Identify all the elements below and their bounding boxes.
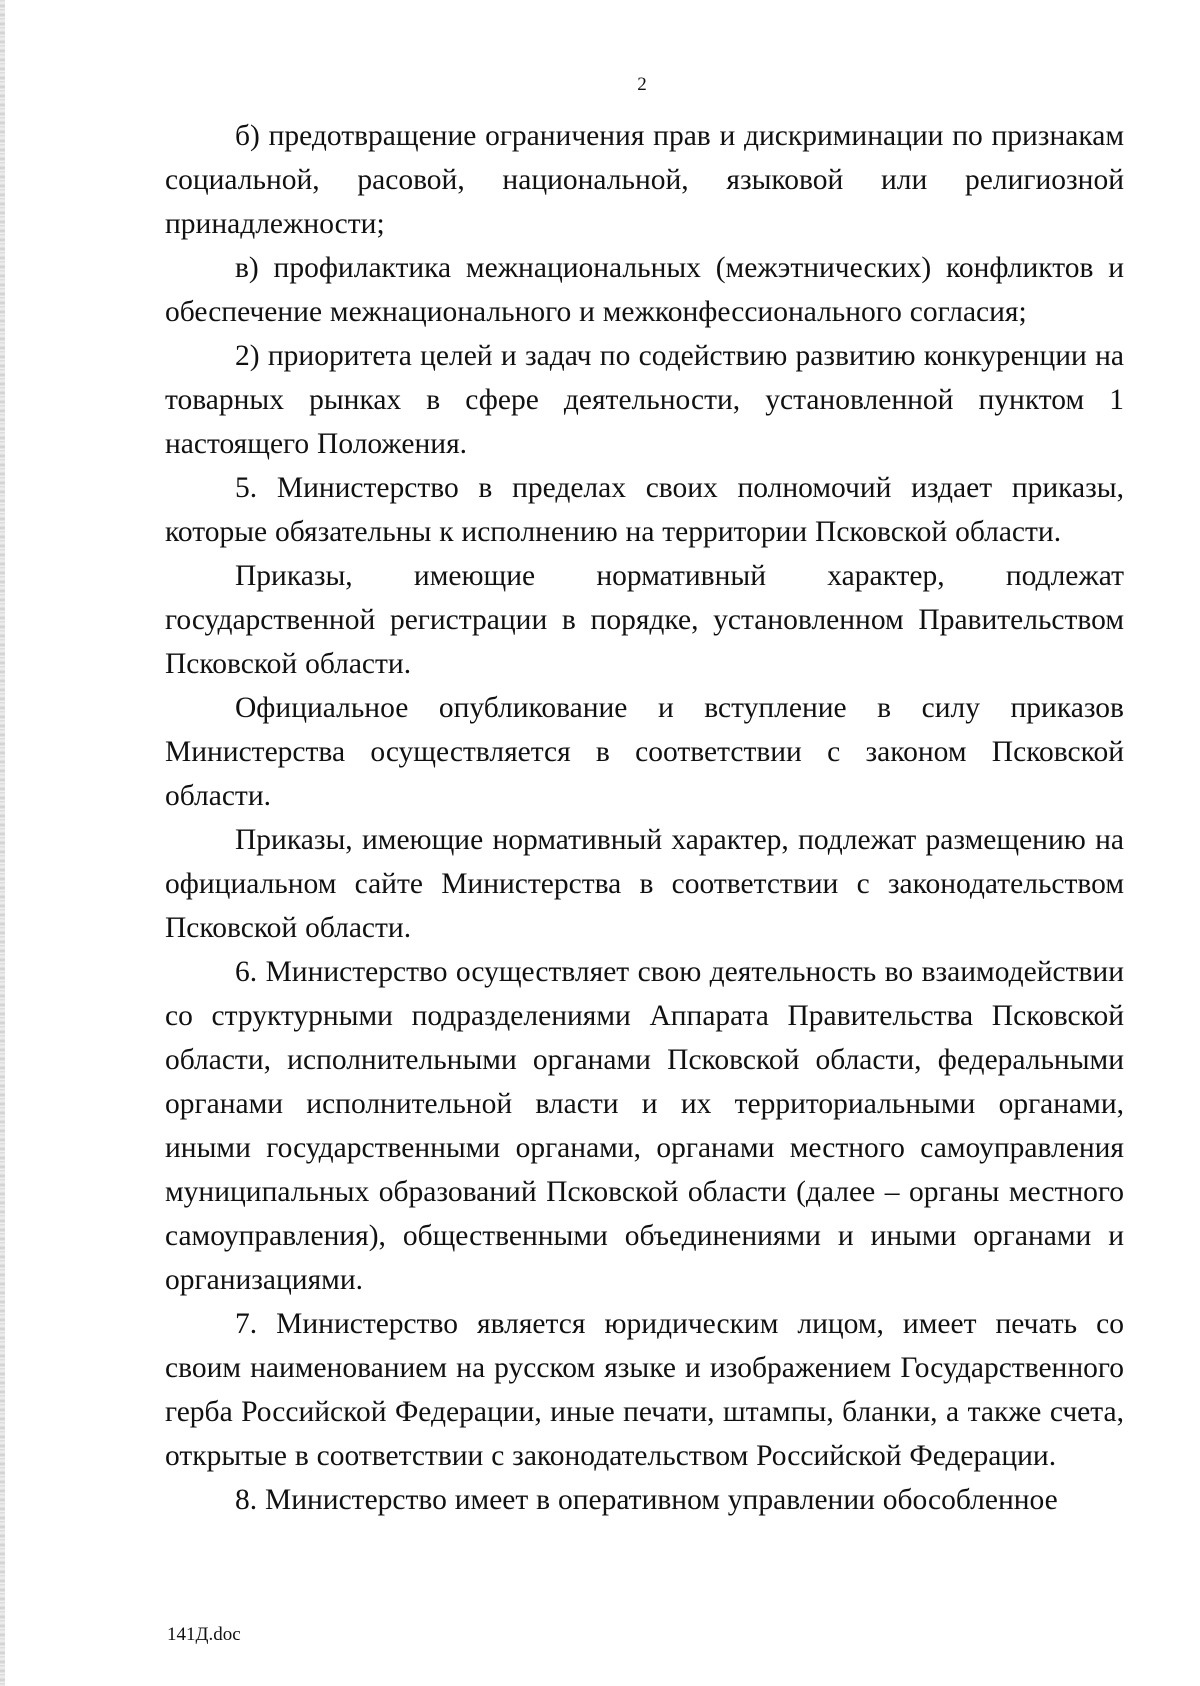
paragraph-8: 8. Министерство имеет в оперативном управлении обособленное (235, 1484, 1058, 1516)
file-name-footer: 141Д.doc (167, 1624, 241, 1645)
paragraph-official-publication: Официальное опубликование и вступление в силу приказов Министерства осуществляется в соответствии с законом Псковской области. (165, 692, 1124, 812)
paragraph-6: 6. Министерство осуществляет свою деятельность во взаимодействии со структурными подразделениями Аппарата Правительства Псковской области, исполнительными органами Псковской области, федеральными органами исполнительной власти и их территориальными органами, иными государственными органами, органами местного самоуправления муниципальных образований Псковской области (далее – органы местного самоуправления), общественными объединениями и иными органами и организациями. (165, 956, 1124, 1296)
paragraph-7: 7. Министерство является юридическим лицом, имеет печать со своим наименованием на русском языке и изображением Государственного герба Российской Федерации, иные печати, штампы, бланки, а также счета, открытые в соответствии с законодательством Российской Федерации. (165, 1308, 1124, 1472)
paragraph-orders-registration: Приказы, имеющие нормативный характер, подлежат государственной регистрации в порядке, установленном Правительством Псковской области. (165, 560, 1124, 680)
paragraph-b: б) предотвращение ограничения прав и дискриминации по признакам социальной, расовой, национальной, языковой или религиозной принадлежности; (165, 120, 1124, 240)
paragraph-2: 2) приоритета целей и задач по содействию развитию конкуренции на товарных рынках в сфере деятельности, установленной пунктом 1 настоящего Положения. (165, 340, 1124, 460)
page-number: 2 (637, 74, 647, 95)
document-body (165, 114, 1124, 1522)
scan-edge (0, 0, 5, 1686)
paragraph-5: 5. Министерство в пределах своих полномочий издает приказы, которые обязательны к исполнению на территории Псковской области. (165, 472, 1124, 548)
paragraph-v: в) профилактика межнациональных (межэтнических) конфликтов и обеспечение межнационального и межконфессионального согласия; (165, 252, 1124, 328)
paragraph-orders-website: Приказы, имеющие нормативный характер, подлежат размещению на официальном сайте Министерства в соответствии с законодательством Псковской области. (165, 824, 1124, 944)
